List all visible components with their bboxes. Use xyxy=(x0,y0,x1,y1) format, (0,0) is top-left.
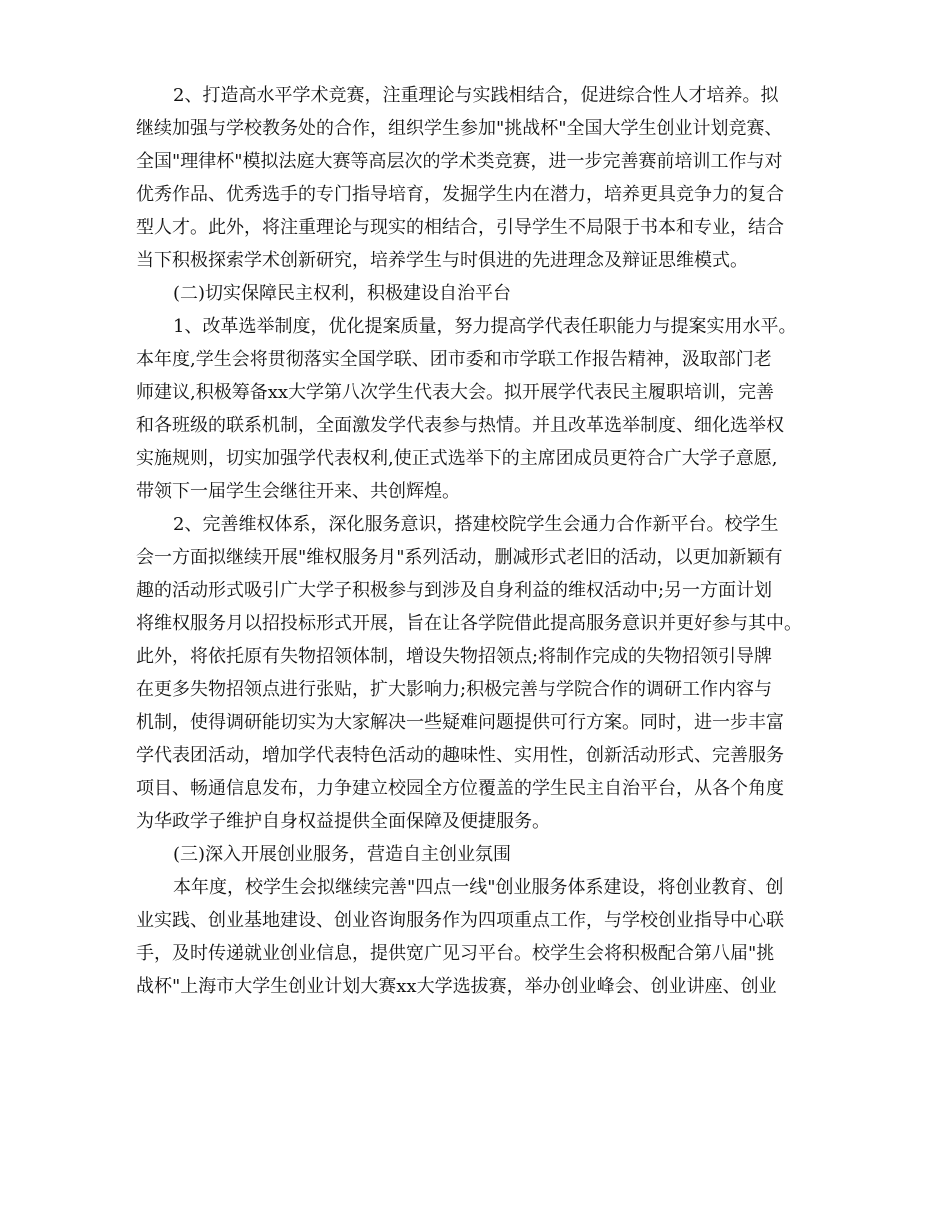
text-line: 2、打造高水平学术竞赛，注重理论与实践相结合，促进综合性人才培养。拟 xyxy=(173,85,779,106)
text-line: 趣的活动形式吸引广大学子积极参与到涉及自身利益的维权活动中;另一方面计划 xyxy=(136,580,773,601)
text-line: 带领下一届学生会继往开来、共创辉煌。 xyxy=(136,481,460,502)
text-line: 机制，使得调研能切实为大家解决一些疑难问题提供可行方案。同时，进一步丰富 xyxy=(136,712,784,733)
text-line: 1、改革选举制度，优化提案质量，努力提高学代表任职能力与提案实用水平。 xyxy=(173,316,797,337)
section-heading: (二)切实保障民主权利，积极建设自治平台 xyxy=(173,283,512,304)
text-line: 继续加强与学校教务处的合作，组织学生参加"挑战杯"全国大学生创业计划竞赛、 xyxy=(136,118,783,139)
text-line: 项目、畅通信息发布，力争建立校园全方位覆盖的学生民主自治平台，从各个角度 xyxy=(136,778,784,799)
text-line: 业实践、创业基地建设、创业咨询服务作为四项重点工作，与学校创业指导中心联 xyxy=(136,910,784,931)
text-line: 当下积极探索学术创新研究，培养学生与时俱进的先进理念及辩证思维模式。 xyxy=(136,250,748,271)
text-line: 优秀作品、优秀选手的专门指导培育，发掘学生内在潜力，培养更具竞争力的复合 xyxy=(136,184,784,205)
text-line: 为华政学子维护自身权益提供全面保障及便捷服务。 xyxy=(136,811,550,832)
section-heading: (三)深入开展创业服务，营造自主创业氛围 xyxy=(173,844,512,865)
text-line: 战杯"上海市大学生创业计划大赛xx大学选拔赛，举办创业峰会、创业讲座、创业 xyxy=(136,976,777,997)
text-line: 全国"理律杯"模拟法庭大赛等高层次的学术类竞赛，进一步完善赛前培训工作与对 xyxy=(136,151,783,172)
text-line: 本年度,学生会将贯彻落实全国学联、团市委和市学联工作报告精神，汲取部门老 xyxy=(136,349,772,370)
text-line: 和各班级的联系机制，全面激发学代表参与热情。并且改革选举制度、细化选举权 xyxy=(136,415,784,436)
text-line: 此外，将依托原有失物招领体制，增设失物招领点;将制作完成的失物招领引导牌 xyxy=(136,646,773,667)
text-line: 会一方面拟继续开展"维权服务月"系列活动，删减形式老旧的活动，以更加新颖有 xyxy=(136,547,783,568)
text-line: 学代表团活动，增加学代表特色活动的趣味性、实用性，创新活动形式、完善服务 xyxy=(136,745,784,766)
text-line: 在更多失物招领点进行张贴，扩大影响力;积极完善与学院合作的调研工作内容与 xyxy=(136,679,773,700)
text-line: 型人才。此外，将注重理论与现实的相结合，引导学生不局限于书本和专业，结合 xyxy=(136,217,784,238)
text-line: 师建议,积极筹备xx大学第八次学生代表大会。拟开展学代表民主履职培训，完善 xyxy=(136,382,775,403)
text-line: 2、完善维权体系，深化服务意识，搭建校院学生会通力合作新平台。校学生 xyxy=(173,514,779,535)
text-line: 本年度，校学生会拟继续完善"四点一线"创业服务体系建设，将创业教育、创 xyxy=(173,877,784,898)
text-line: 手，及时传递就业创业信息，提供宽广见习平台。校学生会将积极配合第八届"挑 xyxy=(136,943,775,964)
text-line: 将维权服务月以招投标形式开展，旨在让各学院借此提高服务意识并更好参与其中。 xyxy=(136,613,802,634)
text-line: 实施规则，切实加强学代表权利,使正式选举下的主席团成员更符合广大学子意愿, xyxy=(136,448,778,469)
